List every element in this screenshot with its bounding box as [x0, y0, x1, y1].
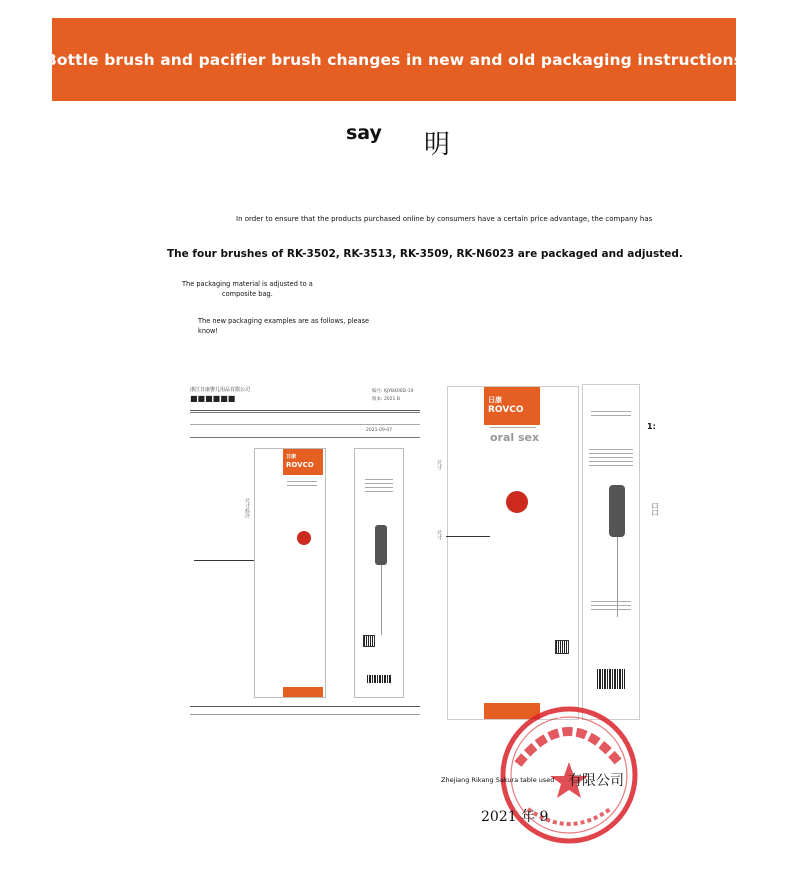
sheet-rule-mid [190, 424, 420, 425]
sheet-header-grid [190, 412, 420, 438]
sheet-company: 浙江日康婴儿用品有限公司 [190, 387, 251, 393]
package-front-large [447, 386, 579, 720]
side-label-1: 尺寸标注 [244, 498, 250, 518]
banner-title: Bottle brush and pacifier brush changes in new and old packaging instructions [44, 50, 744, 69]
sheet-bottom-rule [190, 706, 420, 707]
examples-text: The new packaging examples are as follows, please know! [198, 317, 370, 335]
sheet-date: 2021-09-07 [366, 428, 393, 433]
footer-company-cn: 有限公司 [568, 773, 624, 789]
intro-text: In order to ensure that the products purchased online by consumers have a certain price advantage, the company has [236, 215, 653, 223]
spec-sheet [190, 384, 420, 716]
brand-cn-large: 日康 [488, 396, 502, 404]
oral-text: oral sex [490, 431, 540, 444]
side-label-right: 1: [647, 422, 656, 431]
brand-large: ROVCO [488, 405, 524, 415]
package-front-small [254, 448, 326, 698]
brand-cn-small: 日康 [286, 454, 297, 460]
side-label-3: 尺寸 [436, 530, 442, 540]
qr-code-icon [363, 635, 375, 647]
heading-ming: 明 [424, 130, 451, 160]
package-back-small [354, 448, 404, 698]
footer-company: Zhejiang Rikang Sakura table used [441, 776, 555, 784]
package-back-large-lines-bottom [591, 601, 631, 613]
material-text [182, 279, 342, 299]
barcode-icon [367, 675, 391, 683]
sheet-version: 版本: 2021 B [372, 397, 400, 402]
footer-date: 2021 年 9 [481, 809, 549, 825]
side-label-2: 尺寸 [436, 460, 442, 470]
sheet-number: 编号: KJYB400D-19 [372, 389, 414, 394]
package-large-seal-icon [506, 491, 528, 513]
dimension-line-large [446, 536, 490, 537]
sheet-title-icon: ■■■■■■ [190, 394, 236, 403]
package-back-lines [365, 479, 393, 495]
sheet-bottom-rule-2 [190, 714, 420, 715]
side-label-4: 口口 [651, 502, 659, 516]
stamp-use-text: use [548, 712, 561, 720]
package-text-lines [287, 481, 317, 489]
brush-bristle-large-icon [609, 485, 625, 537]
sheet-rule [190, 410, 420, 411]
material-line-1: The packaging material is adjusted to a [182, 280, 313, 288]
barcode-large-icon [597, 669, 625, 689]
package-back-large [582, 384, 640, 720]
brush-bristle-icon [375, 525, 387, 565]
package-orange-bottom [283, 687, 323, 697]
package-seal-icon [297, 531, 311, 545]
heading-say: say [346, 122, 382, 144]
brush-handle-icon [381, 565, 382, 635]
title-banner [44, 18, 744, 101]
dimension-line [194, 560, 254, 561]
package-back-large-lines [589, 449, 633, 469]
brand-small: ROVCO [286, 461, 314, 469]
material-line-2: composite bag. [222, 290, 273, 298]
package-back-large-lines-top [591, 411, 631, 419]
brushes-text: The four brushes of RK-3502, RK-3513, RK-3509, RK-N6023 are packaged and adjusted. [167, 248, 683, 260]
qr-code-large-icon [555, 640, 569, 654]
